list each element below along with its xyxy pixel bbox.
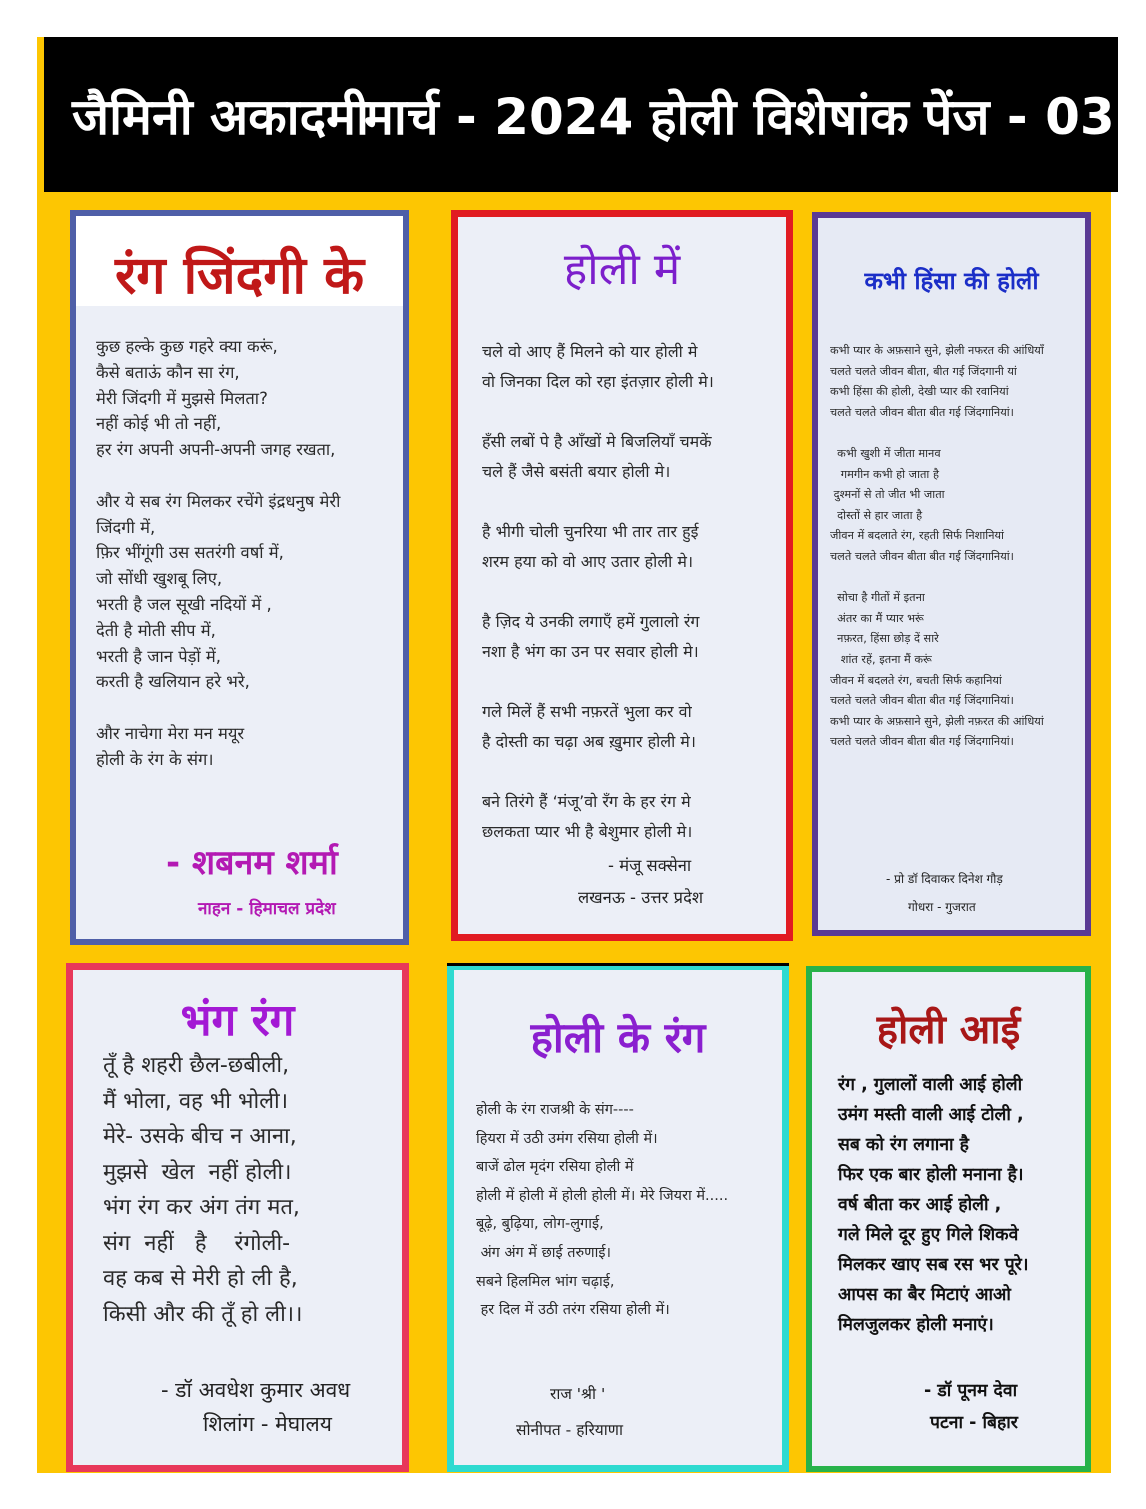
poem-title: भंग रंग [180, 995, 295, 1046]
poem-line [96, 463, 340, 489]
poem-line: कुछ हल्के कुछ गहरे क्या करूं, [96, 337, 278, 356]
poem-line: जीवन में बदलते रंग, बचती सिर्फ कहानियां [830, 673, 1002, 687]
poem-line: मिलकर खाए सब रस भर पूरे। [838, 1255, 1029, 1275]
poem-card-holi-aai [806, 966, 1091, 1472]
poem-title: होली के रंग [530, 1013, 706, 1062]
poem-place: पटना - बिहार [930, 1413, 1018, 1433]
poem-line: रंग , गुलालों वाली आई होली [838, 1075, 1023, 1095]
poem-line: हँसी लबों पे है आँखों मे बिजलियाँ चमकें [482, 432, 712, 451]
poem-line: बने तिरंगे हैं ‘मंजू’वो रँग के हर रंग मे [482, 792, 691, 811]
poem-line: वह कब से मेरी हो ली है, [103, 1266, 298, 1291]
poem-line: दुश्मनों से तो जीत भी जाता [830, 488, 945, 502]
poem-line: बूढ़े, बुढ़िया, लोग-लुगाई, [476, 1216, 604, 1233]
poem-line: मेरी जिंदगी में मुझसे मिलता? [96, 388, 268, 408]
poem-line: गले मिले दूर हुए गिले शिकवे [838, 1225, 1019, 1245]
poem-line: भरती है जान पेड़ों में, [96, 646, 222, 666]
poem-line: चलते चलते जीवन बीता बीत गई जिंदगानियां। [830, 735, 1014, 749]
poem-line: नशा है भंग का उन पर सवार होली मे। [482, 642, 699, 661]
poem-line: सब को रंग लगाना है [838, 1135, 969, 1155]
poem-line: करती है खलियान हरे भरे, [96, 672, 250, 692]
poem-place: सोनीपत - हरियाणा [516, 1421, 624, 1439]
poem-author: - डॉ पूनम देवा [924, 1381, 1018, 1401]
poem-body [96, 334, 340, 773]
poem-title: कभी हिंसा की होली [864, 267, 1039, 295]
poem-line: चलते चलते जीवन बीता बीत गई जिंदगानियां। [830, 405, 1014, 419]
poem-line [482, 757, 714, 787]
header-org: जैमिनी अकादमी [72, 87, 370, 146]
poem-line: है दोस्ती का चढ़ा अब ख़ुमार होली मे। [482, 732, 696, 751]
poem-card-rang-zindagi [70, 210, 409, 945]
poem-line: हियरा में उठी उमंग रसिया होली में। [476, 1130, 658, 1147]
poem-line: मैं भोला, वह भी भोली। [103, 1088, 289, 1114]
poem-place: गोधरा - गुजरात [908, 900, 976, 914]
poem-line: जो सोंधी खुशबू लिए, [96, 569, 223, 589]
poem-author: - शबनम शर्मा [166, 843, 338, 883]
poem-line: गमगीन कभी हो जाता है [830, 467, 939, 481]
poem-line [96, 695, 340, 721]
poem-line: हर दिल में उठी तरंग रसिया होली में। [476, 1302, 670, 1319]
poem-line: शरम हया को वो आए उतार होली मे। [482, 552, 694, 571]
header-special: होली विशेषांक [650, 87, 909, 146]
poem-line: मुझसे खेल नहीं होली। [103, 1159, 292, 1185]
poem-line: चले हैं जैसे बसंती बयार होली मे। [482, 462, 671, 481]
poem-line: और नाचेगा मेरा मन मयूर [96, 723, 245, 743]
poem-card-holi-ke-rang [447, 963, 789, 1472]
header-bar [44, 37, 1118, 192]
poem-author: राज 'श्री ' [550, 1385, 606, 1403]
poem-line: होली में होली में होली होली में। मेरे जियरा में..... [476, 1187, 729, 1204]
poem-line [830, 423, 1044, 444]
poem-line: दोस्तों से हार जाता है [830, 508, 923, 522]
poem-line: है भीगी चोली चुनरिया भी तार तार हुई [482, 522, 699, 541]
poem-line: हर रंग अपनी अपनी-अपनी जगह रखता, [96, 440, 336, 460]
poem-line: वर्ष बीता कर आई होली , [838, 1195, 1002, 1215]
poem-body [103, 1048, 302, 1332]
poem-place: नाहन - हिमाचल प्रदेश [198, 899, 336, 919]
poem-line [830, 568, 1044, 589]
poem-title: होली आई [876, 1007, 1021, 1053]
poem-body [830, 341, 1044, 753]
poem-line: जिंदगी में, [96, 517, 156, 537]
poem-line: फ़िर भींगूंगी उस सतरंगी वर्षा में, [96, 543, 284, 563]
poem-line: चले वो आए हैं मिलने को यार होली मे [482, 342, 698, 361]
poem-line [482, 577, 714, 607]
poem-card-kabhi-hinsa [812, 212, 1091, 936]
poem-line: कभी प्यार के अफ़साने सुने, झेली नफ़रत की आंधियां [830, 714, 1044, 728]
poem-line: होली के रंग राजश्री के संग---- [476, 1102, 634, 1118]
poem-line: गले मिलें हैं सभी नफ़रतें भुला कर वो [482, 702, 692, 721]
poem-line: नफ़रत, हिंसा छोड़ दें सारे [830, 632, 939, 646]
poem-line: मिलजुलकर होली मनाएं। [838, 1315, 994, 1335]
poem-line: चलते चलते जीवन बीता बीत गई जिंदगानियां। [830, 549, 1014, 563]
poem-title: रंग जिंदगी के [114, 246, 365, 306]
poem-line: शांत रहें, इतना मैं करूं [830, 652, 932, 666]
poem-line: अंग अंग में छाई तरुणाई। [476, 1244, 612, 1261]
poem-line: बाजें ढोल मृदंग रसिया होली में [476, 1159, 634, 1176]
poem-author: - डॉ अवधेश कुमार अवध [161, 1378, 351, 1402]
poem-line: सोचा है गीतों में इतना [830, 591, 925, 605]
poem-body [482, 337, 714, 847]
poem-place: लखनऊ - उत्तर प्रदेश [578, 888, 704, 907]
poem-title: होली में [563, 244, 681, 295]
poem-line [482, 487, 714, 517]
poem-line: संग नहीं है रंगोली- [103, 1230, 291, 1256]
poem-line: और ये सब रंग मिलकर रचेंगे इंद्रधनुष मेरी [96, 491, 341, 511]
poem-line: कभी प्यार के अफ़साने सुने, झेली नफरत की आंधियाँ [830, 344, 1044, 357]
poem-line: चलते चलते जीवन बीता बीत गई जिंदगानियां। [830, 694, 1014, 708]
poem-line: मेरे- उसके बीच न आना, [103, 1124, 297, 1149]
poem-line [482, 667, 714, 697]
poem-line: भरती है जल सूखी नदियों में , [96, 594, 272, 614]
poem-line: आपस का बैर मिटाएं आओ [838, 1285, 1011, 1305]
poem-line: है ज़िद ये उनकी लगाएँ हमें गुलालो रंग [482, 612, 700, 631]
poem-line: सबने हिलमिल भांग चढ़ाई, [476, 1273, 615, 1290]
poem-line: कभी खुशी में जीता मानव [830, 446, 941, 460]
poem-line: तूँ है शहरी छैल-छबीली, [103, 1053, 290, 1078]
poem-line [482, 397, 714, 427]
poem-line: चलते चलते जीवन बीता, बीत गई जिंदगानी यां [830, 364, 1017, 378]
poem-place: शिलांग - मेघालय [203, 1412, 332, 1436]
poem-line: कभी हिंसा की होली, देखी प्यार की रवानियां [830, 385, 1009, 399]
poem-line: देती है मोती सीप में, [96, 620, 216, 640]
poem-line: भंग रंग कर अंग तंग मत, [103, 1195, 300, 1220]
poem-line: कैसे बताऊं कौन सा रंग, [96, 362, 240, 382]
poem-line: होली के रंग के संग। [96, 749, 214, 769]
poem-body [476, 1096, 728, 1325]
header-page: पेंज - 03 [924, 87, 1115, 146]
poem-line: जीवन में बदलाते रंग, रहती सिर्फ निशानियां [830, 529, 1004, 543]
poem-author: - मंजू सक्सेना [608, 856, 692, 875]
poem-line: किसी और की तूँ हो ली।। [103, 1301, 303, 1327]
header-month: मार्च - 2024 [364, 87, 634, 146]
poem-line: अंतर का मैं प्यार भरूं [830, 611, 924, 625]
poem-author: - प्रो डॉ दिवाकर दिनेश गौड़ [886, 872, 1003, 886]
poem-line: उमंग मस्ती वाली आई टोली , [838, 1105, 1024, 1125]
poem-line: नहीं कोई भी तो नहीं, [96, 414, 222, 434]
poem-card-bhang-rang [66, 963, 409, 1472]
poem-line: छलकता प्यार भी है बेशुमार होली मे। [482, 822, 693, 841]
poem-line: वो जिनका दिल को रहा इंतज़ार होली मे। [482, 372, 714, 391]
poem-body [838, 1070, 1028, 1340]
poem-line: फिर एक बार होली मनाना है। [838, 1165, 1024, 1185]
poem-card-holi-mein [451, 210, 793, 941]
